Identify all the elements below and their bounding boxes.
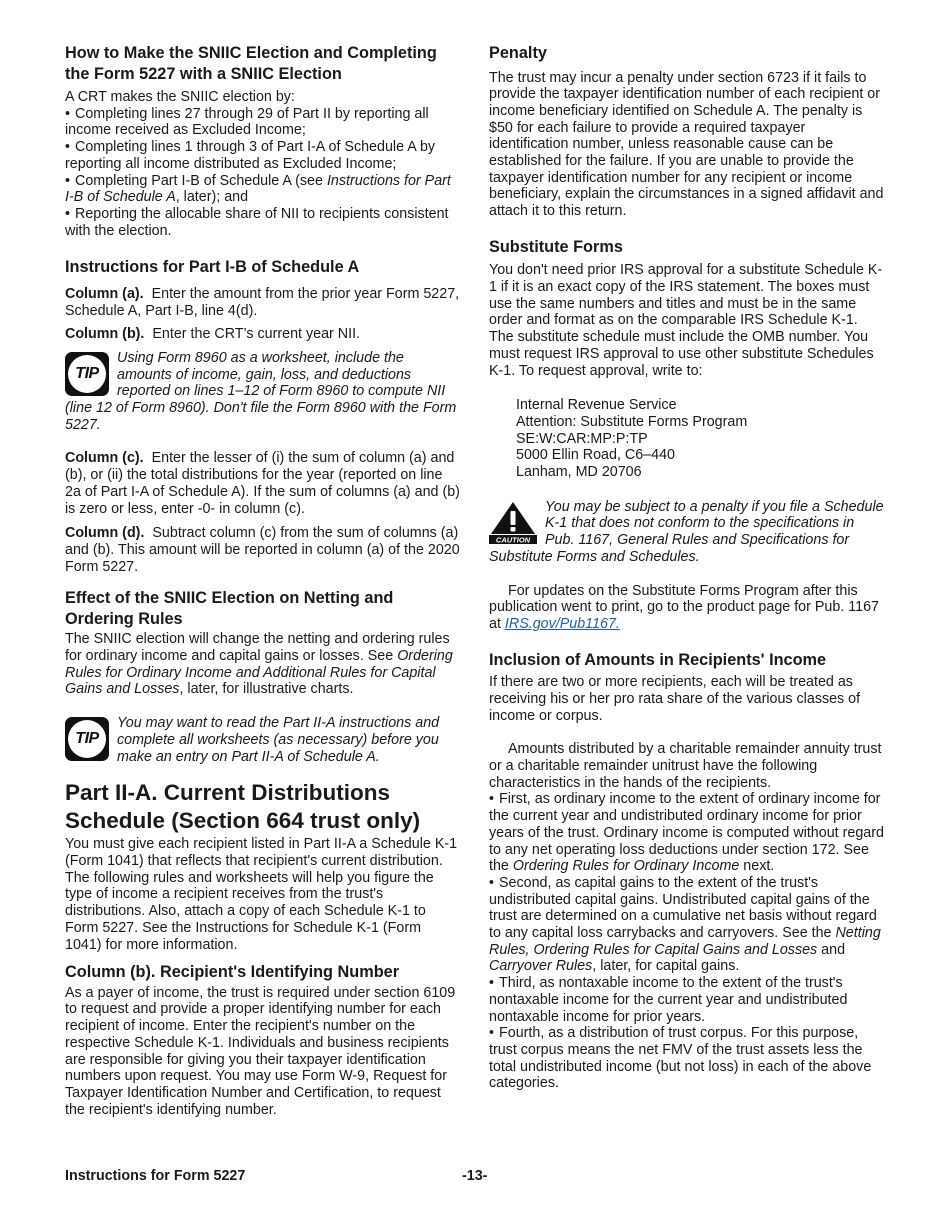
inclusion-bullet-3: • Third, as nontaxable income to the extent of the trust's nontaxable income for the current year and undistributed nontaxable income for prior years. [489, 975, 886, 1025]
penalty-paragraph: The trust may incur a penalty under section 6723 if it fails to provide the taxpayer identification number of each recipient or income beneficiary identified on Schedule A. The penalty is $50 for each failure to provide a required taxpayer identification number, unless reasonable cause can be established for the failure. If you are unable to provide the taxpayer identification number for any recipient or income beneficiary, explain the circumstances in a signed affidavit and attach it to this return. [489, 69, 884, 220]
caution-icon [489, 500, 537, 549]
sniic-bullet-1: • Completing lines 27 through 29 of Part II by reporting all income received as Excluded Income; [65, 106, 461, 139]
column-a-paragraph: Column (a). Enter the amount from the prior year Form 5227, Schedule A, Part I-B, line 4(d). [65, 285, 460, 319]
address-line: SE:W:CAR:MP:P:TP [516, 430, 648, 447]
tip-note-part-iia: TIP You may want to read the Part II-A instructions and complete all worksheets (as necessary) before you make an entry on Part II-A of Schedule A. [65, 715, 461, 765]
penalty-heading: Penalty [489, 44, 547, 62]
address-line: Internal Revenue Service [516, 397, 677, 414]
svg-text:CAUTION: CAUTION [495, 535, 531, 544]
tip-icon: TIP [65, 352, 109, 396]
substitute-forms-paragraph: You don't need prior IRS approval for a substitute Schedule K-1 if it is an exact copy of the IRS statement. The boxes must use the same numbers and titles and must be in the same order and format as on the comparable IRS Schedule K-1. The substitute schedule must include the OMB number. You must request IRS approval to use other substitute Schedules K-1. To request approval, write to: [489, 262, 883, 379]
irs-address [516, 397, 886, 481]
column-b-paragraph: Column (b). Enter the CRT’s current year NII. [65, 326, 361, 343]
sniic-bullet-4: • Reporting the allocable share of NII to recipients consistent with the election. [65, 206, 461, 239]
recipient-id-paragraph: As a payer of income, the trust is required under section 6109 to request and provide a proper identifying number for each recipient of income. Enter the recipient's number on the respective Schedule K-1. Individuals and business recipients are responsible for giving you their taxpayer identification numbers upon request. You may use Form W-9, Request for Taxpayer Identification Number and Certification, to request the recipient's identifying number. [65, 984, 456, 1118]
sniic-intro: A CRT makes the SNIIC election by: [65, 89, 295, 105]
right-column [489, 40, 886, 1092]
left-column [65, 40, 461, 1118]
address-line: Lanham, MD 20706 [516, 464, 642, 481]
column-c-paragraph: Column (c). Enter the lesser of (i) the sum of column (a) and (b), or (ii) the total distributions for the year (reported on line 2a of Part I-A of Schedule A). If the sum of columns (a) and (b) is zero or less, enter -0- in column (c). [65, 450, 460, 517]
inclusion-heading: Inclusion of Amounts in Recipients' Income [489, 650, 827, 669]
inclusion-bullet-2: • Second, as capital gains to the extent of the trust's undistributed capital gains. Undistributed capital gains of the trust are determined on a cumulative net basis without regard to any capital loss carrybacks and carryovers. See the Netting Rules, Ordering Rules for Capital Gains and Losses and Carryover Rules, later, for capital gains. [489, 875, 886, 975]
substitute-forms-heading: Substitute Forms [489, 237, 623, 256]
part-ib-heading: Instructions for Part I-B of Schedule A [65, 258, 360, 277]
inclusion-paragraph-2: Amounts distributed by a charitable remainder annuity trust or a charitable remainder unitrust have the following characteristics in the hands of the recipients. [489, 741, 882, 791]
sniic-election-heading: How to Make the SNIIC Election and Completing the Form 5227 with a SNIIC Election [65, 44, 437, 83]
part-iia-paragraph: You must give each recipient listed in Part II-A a Schedule K-1 (Form 1041) that reflects that recipient's current distribution. The following rules and worksheets will help you figure the type of income a recipient receives from the trust's distributions. Also, attach a copy of each Schedule K-1 to Form 5227. See the Instructions for Schedule K-1 (Form 1041) for more information. [65, 836, 458, 953]
netting-ordering-heading: Effect of the SNIIC Election on Netting and Ordering Rules [65, 589, 394, 628]
tip-icon: TIP [65, 717, 109, 761]
sniic-bullet-3: • Completing Part I-B of Schedule A (see Instructions for Part I-B of Schedule A, later); and [65, 173, 461, 206]
sniic-bullet-2: • Completing lines 1 through 3 of Part I-A of Schedule A by reporting all income distributed as Excluded Income; [65, 139, 461, 172]
caution-note: CAUTION You may be subject to a penalty if you file a Schedule K-1 that does not conform to the specifications in Pub. 1167, General Rules and Specifications for Substitute Forms and Schedules. [489, 498, 884, 565]
address-line: 5000 Ellin Road, C6–440 [516, 447, 675, 464]
tip-note-form-8960: TIP Using Form 8960 as a worksheet, include the amounts of income, gain, loss, and deductions reported on lines 1–12 of Form 8960 to compute NII (line 12 of Form 8960). Don't file the Form 8960 with the Form 5227. [65, 349, 457, 433]
updates-paragraph: For updates on the Substitute Forms Program after this publication went to print, go to the product page for Pub. 1167 at IRS.gov/Pub1167. [489, 582, 879, 632]
part-iia-heading: Part II-A. Current Distributions Schedule (Section 664 trust only) [65, 780, 421, 833]
inclusion-paragraph-1: If there are two or more recipients, each will be treated as receiving his or her pro rata share of the various classes of income or corpus. [489, 674, 861, 724]
inclusion-bullet-4: • Fourth, as a distribution of trust corpus. For this purpose, trust corpus means the net FMV of the trust assets less the total undistributed income (but not loss) in each of the above categories. [489, 1025, 886, 1092]
inclusion-bullet-1: • First, as ordinary income to the extent of ordinary income for the current year and undistributed ordinary income for prior years of the trust. Ordinary income is computed without regard to any net operating loss deductions under section 172. See the Ordering Rules for Ordinary Income next. [489, 791, 886, 875]
netting-ordering-paragraph: The SNIIC election will change the netting and ordering rules for ordinary income and capital gains or losses. See Ordering Rules for Ordinary Income and Additional Rules for Capital Gains and Losses, later, for illustrative charts. [65, 631, 453, 698]
pub1167-link[interactable]: IRS.gov/Pub1167. [504, 615, 620, 632]
footer-form-title: Instructions for Form 5227 [65, 1168, 246, 1184]
page-number: -13- [462, 1168, 488, 1184]
address-line: Attention: Substitute Forms Program [516, 413, 748, 430]
column-d-paragraph: Column (d). Subtract column (c) from the sum of columns (a) and (b). This amount will be reported in column (a) of the 2020 Form 5227. [65, 525, 460, 575]
recipient-id-heading: Column (b). Recipient's Identifying Number [65, 963, 400, 982]
